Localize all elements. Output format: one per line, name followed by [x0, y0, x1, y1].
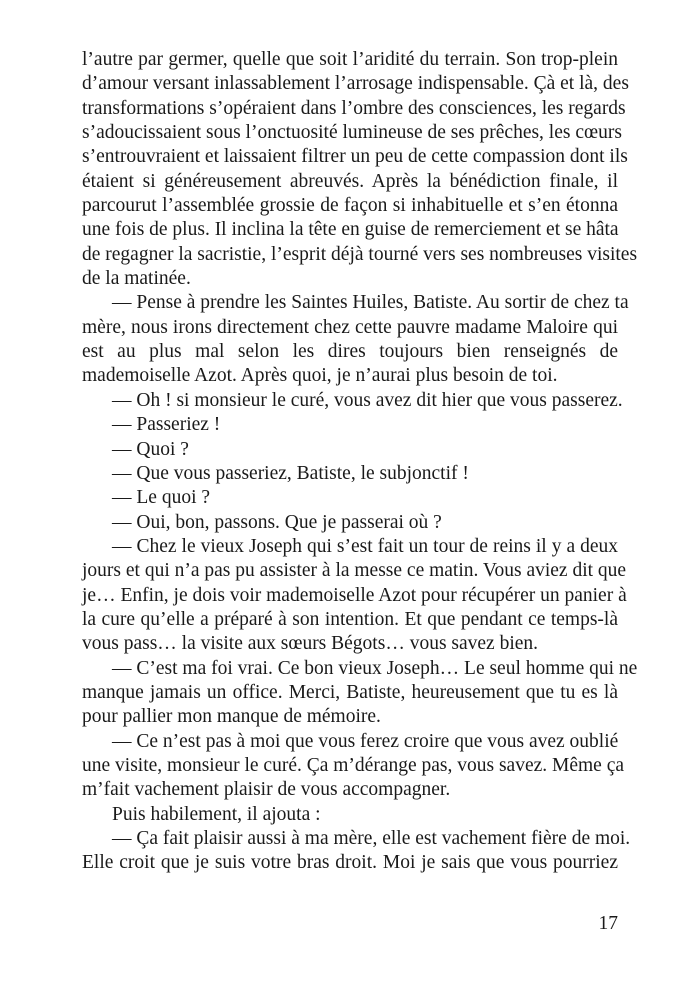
text-line: — Que vous passeriez, Batiste, le subjonctif ! [112, 462, 469, 484]
text-line: de la matinée. [82, 268, 191, 290]
text-line: manque jamais un office. Merci, Batiste, heureusement que tu es là [82, 681, 618, 703]
text-line: je… Enfin, je dois voir mademoiselle Azot pour récupérer un panier à [82, 584, 627, 606]
text-line: de regagner la sacristie, l’esprit déjà tourné vers ses nombreuses visites [82, 243, 638, 265]
text-line: jours et qui n’a pas pu assister à la messe ce matin. Vous aviez dit que [82, 560, 627, 582]
text-line: une visite, monsieur le curé. Ça m’dérange pas, vous savez. Même ça [82, 754, 625, 776]
text-line: m’fait vachement plaisir de vous accompagner. [82, 779, 451, 801]
text-line: s’entrouvraient et laissaient filtrer un peu de cette compassion dont ils [82, 146, 628, 168]
text-line: l’autre par germer, quelle que soit l’aridité du terrain. Son trop-plein [82, 49, 618, 70]
text-line: — Oui, bon, passons. Que je passerai où ? [112, 511, 442, 533]
text-line: étaient si généreusement abreuvés. Après la bénédiction finale, il [82, 170, 618, 192]
text-line: transformations s’opéraient dans l’ombre des consciences, les regards [82, 97, 626, 119]
text-line: la cure qu’elle a préparé à son intention. Et que pendant ce temps-là [82, 608, 618, 630]
text-line: — Ça fait plaisir aussi à ma mère, elle est vachement fière de moi. [112, 828, 631, 849]
text-line: mademoiselle Azot. Après quoi, je n’aurai plus besoin de toi. [82, 365, 558, 387]
text-line: — C’est ma foi vrai. Ce bon vieux Joseph… Le seul homme qui ne [112, 657, 638, 679]
text-line: parcourut l’assemblée grossie de façon si inhabituelle et s’en étonna [82, 195, 618, 217]
text-line: — Le quoi ? [112, 487, 211, 509]
text-line: — Pense à prendre les Saintes Huiles, Batiste. Au sortir de chez ta [112, 292, 629, 314]
text-line: Puis habilement, il ajouta : [112, 803, 321, 825]
text-line: s’adoucissaient sous l’onctuosité lumineuse de ses prêches, les cœurs [82, 122, 622, 144]
text-line: — Ce n’est pas à moi que vous ferez croire que vous avez oublié [112, 730, 619, 752]
text-line: — Chez le vieux Joseph qui s’est fait un tour de reins il y a deux [112, 535, 618, 557]
text-line: Elle croit que je suis votre bras droit. Moi je sais que vous pourriez [82, 852, 618, 874]
page-number: 17 [598, 913, 618, 934]
text-line: mère, nous irons directement chez cette pauvre madame Maloire qui [82, 316, 618, 338]
text-line: d’amour versant inlassablement l’arrosage indispensable. Çà et là, des [82, 73, 629, 95]
text-line: une fois de plus. Il inclina la tête en guise de remerciement et se hâta [82, 219, 619, 241]
text-line: est au plus mal selon les dires toujours bien renseignés de [82, 341, 618, 363]
text-line: pour pallier mon manque de mémoire. [82, 706, 381, 728]
body-text [82, 48, 638, 876]
text-line: vous pass… la visite aux sœurs Bégots… vous savez bien. [82, 633, 539, 655]
text-line: — Quoi ? [112, 438, 189, 460]
text-line: — Passeriez ! [112, 414, 221, 436]
text-line: — Oh ! si monsieur le curé, vous avez dit hier que vous passerez. [112, 389, 623, 411]
